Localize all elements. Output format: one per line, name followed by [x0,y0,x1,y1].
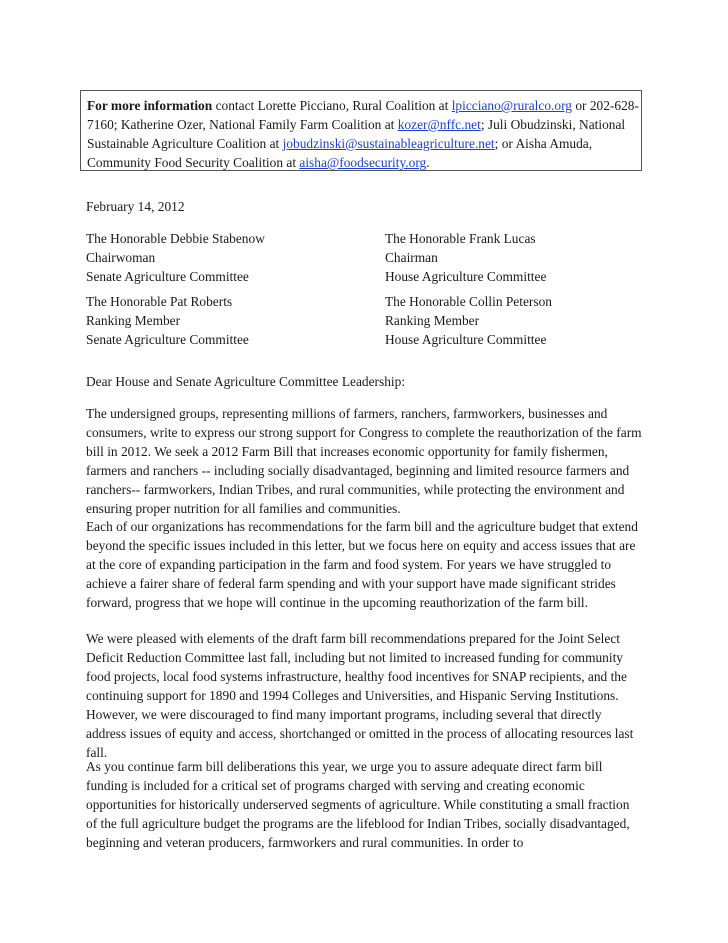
recipient-title: Chairwoman [86,250,156,265]
recipient-block [385,292,552,349]
body-paragraph: As you continue farm bill deliberations this year, we urge you to assure adequate direct farm bill funding is included for a critical set of programs charged with serving and creating economic opportunities for historically underserved segments of agriculture. While constituting a small fraction of the full agriculture budget the programs are the lifeblood for Indian Tribes, socially disadvantaged, beginning and veteran producers, farmworkers and rural communities. In order to [86,759,630,850]
body-paragraph: The undersigned groups, representing millions of farmers, ranchers, farmworkers, businesses and consumers, write to express our strong support for Congress to complete the reauthorization of the farm bill in 2012. We seek a 2012 Farm Bill that increases economic opportunity for family fishermen, farmers and ranchers -- including socially disadvantaged, beginning and limited resource farmers and ranchers-- farmworkers, Indian Tribes, and rural communities, while protecting the environment and ensuring proper nutrition for all families and communities. [86,406,642,516]
recipient-committee: House Agriculture Committee [385,332,547,347]
email-link-ozer[interactable]: kozer@nffc.net [397,117,481,132]
recipient-title: Chairman [385,250,438,265]
recipient-block [86,292,249,349]
recipient-title: Ranking Member [385,313,480,328]
recipient-name: The Honorable Collin Peterson [385,294,552,309]
email-link-picciano[interactable]: lpicciano@ruralco.org [451,98,572,113]
contact-text-4: ; or Aisha Amuda, Community Food Security Coalition at [87,136,593,170]
contact-info-text [87,96,639,172]
contact-text-5: . [426,155,430,170]
recipient-name: The Honorable Debbie Stabenow [86,231,265,246]
recipient-name: The Honorable Pat Roberts [86,294,233,309]
contact-bold-lead: For more information [87,98,213,113]
contact-info-box [80,90,642,171]
contact-text-3: ; Juli Obudzinski, National Sustainable Agriculture Coalition at [87,117,626,151]
salutation: Dear House and Senate Agriculture Committee Leadership: [86,374,406,389]
recipient-committee: House Agriculture Committee [385,269,547,284]
recipient-block [385,229,546,286]
body-paragraph: We were pleased with elements of the draft farm bill recommendations prepared for the Joint Select Deficit Reduction Committee last fall, including but not limited to increased funding for community food projects, local food systems infrastructure, healthy food incentives for SNAP recipients, and the continuing support for 1890 and 1994 Colleges and Universities, and Hispanic Serving Institutions. However, we were discouraged to find many important programs, including several that directly address issues of equity and access, shortchanged or omitted in the process of allocating resources last fall. [86,631,634,760]
recipient-committee: Senate Agriculture Committee [86,332,249,347]
letter-date: February 14, 2012 [86,199,185,214]
recipient-name: The Honorable Frank Lucas [385,231,536,246]
recipient-block [86,229,265,286]
recipient-committee: Senate Agriculture Committee [86,269,249,284]
email-link-obudzinski[interactable]: jobudzinski@sustainableagriculture.net [282,136,495,151]
contact-text-2: or 202-628-7160; Katherine Ozer, National Family Farm Coalition at [87,98,639,132]
email-link-amuda[interactable]: aisha@foodsecurity.org [299,155,427,170]
recipient-title: Ranking Member [86,313,181,328]
contact-text-1: contact Lorette Picciano, Rural Coalition at [212,98,452,113]
body-paragraph: Each of our organizations has recommendations for the farm bill and the agriculture budget that extend beyond the specific issues included in this letter, but we focus here on equity and access issues that are at the core of expanding participation in the farm and food system. For years we have struggled to achieve a fairer share of federal farm spending and with your support have made significant strides forward, progress that we hope will continue in the upcoming reauthorization of the farm bill. [86,519,638,610]
